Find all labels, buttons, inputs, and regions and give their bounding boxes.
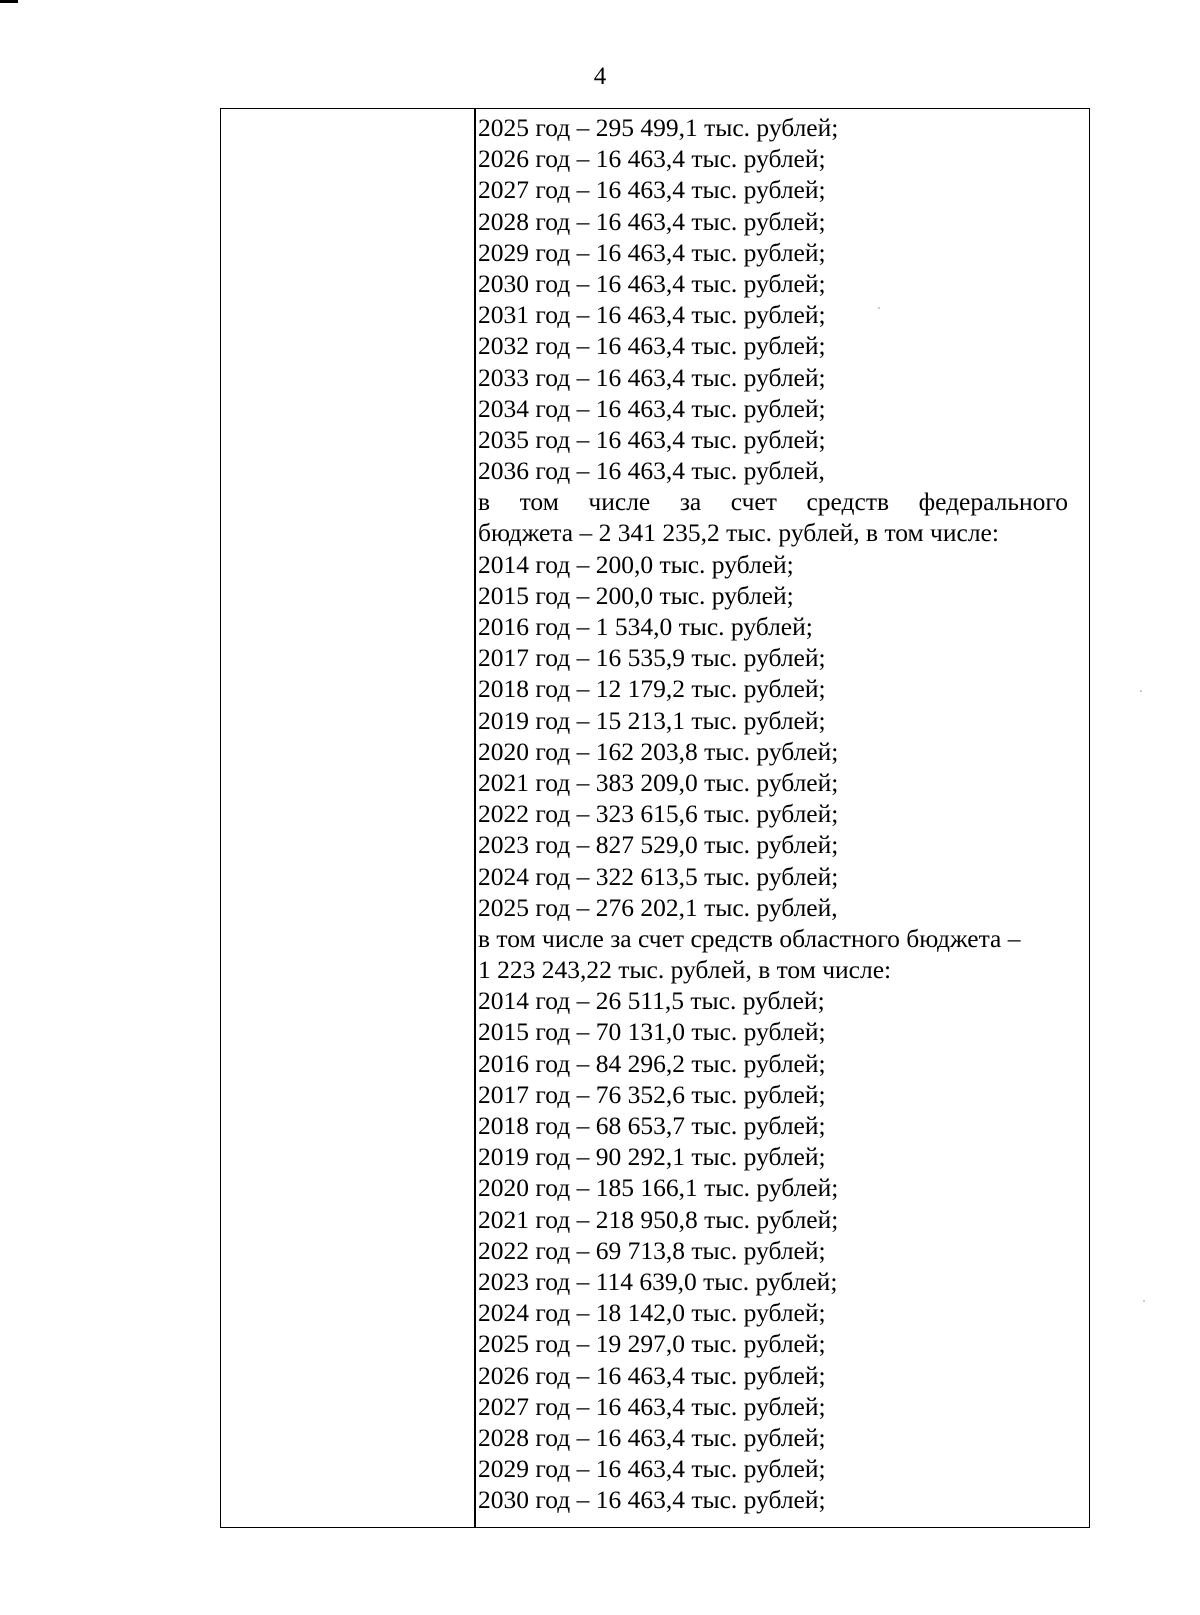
text-line: 2016 год – 1 534,0 тыс. рублей; xyxy=(478,612,813,641)
text-line: 2034 год – 16 463,4 тыс. рублей; xyxy=(478,393,826,423)
scan-edge-mark xyxy=(0,0,18,3)
text-line: 2021 год – 383 209,0 тыс. рублей; xyxy=(478,767,839,797)
scan-speck xyxy=(1140,690,1142,692)
text-line: 2015 год – 70 131,0 тыс. рублей; xyxy=(478,1017,826,1047)
text-line: 2036 год – 16 463,4 тыс. рублей, xyxy=(478,456,825,486)
table-right-cell xyxy=(478,112,1085,1515)
text-line: 2029 год – 16 463,4 тыс. рублей; xyxy=(478,1454,826,1484)
text-line-justified: в том числе за счет средств федерального xyxy=(478,487,1068,517)
text-line: 2025 год – 19 297,0 тыс. рублей; xyxy=(478,1329,826,1359)
text-line: 2019 год – 15 213,1 тыс. рублей; xyxy=(478,705,826,735)
text-line: 2017 год – 76 352,6 тыс. рублей; xyxy=(478,1079,826,1109)
text-line: 2028 год – 16 463,4 тыс. рублей; xyxy=(478,206,826,236)
text-line: 2021 год – 218 950,8 тыс. рублей; xyxy=(478,1204,839,1234)
scan-speck xyxy=(1143,1300,1145,1302)
text-line: 2029 год – 16 463,4 тыс. рублей; xyxy=(478,237,826,267)
text-line: 2022 год – 323 615,6 тыс. рублей; xyxy=(478,799,839,829)
scan-speck xyxy=(878,307,880,309)
text-line: 2019 год – 90 292,1 тыс. рублей; xyxy=(478,1142,826,1172)
text-line: 2018 год – 68 653,7 тыс. рублей; xyxy=(478,1111,826,1140)
text-line: 2031 год – 16 463,4 тыс. рублей; xyxy=(478,300,826,330)
text-line: 2026 год – 16 463,4 тыс. рублей; xyxy=(478,144,826,174)
text-line: 1 223 243,22 тыс. рублей, в том числе: xyxy=(478,955,892,985)
text-line: 2020 год – 185 166,1 тыс. рублей; xyxy=(478,1173,839,1203)
text-line: 2030 год – 16 463,4 тыс. рублей; xyxy=(478,1485,826,1515)
text-line: 2030 год – 16 463,4 тыс. рублей; xyxy=(478,268,826,298)
text-line: 2024 год – 18 142,0 тыс. рублей; xyxy=(478,1298,826,1328)
text-line: бюджета – 2 341 235,2 тыс. рублей, в том числе: xyxy=(478,518,999,548)
text-line: 2020 год – 162 203,8 тыс. рублей; xyxy=(478,736,839,766)
text-line: 2018 год – 12 179,2 тыс. рублей; xyxy=(478,674,826,704)
financing-table xyxy=(220,108,1090,1528)
table-left-cell-empty xyxy=(221,109,474,1527)
text-line: 2023 год – 114 639,0 тыс. рублей; xyxy=(478,1266,838,1296)
text-line: 2025 год – 295 499,1 тыс. рублей; xyxy=(478,113,839,142)
text-line: 2016 год – 84 296,2 тыс. рублей; xyxy=(478,1048,826,1078)
text-line: 2015 год – 200,0 тыс. рублей; xyxy=(478,580,794,610)
text-line: 2014 год – 200,0 тыс. рублей; xyxy=(478,549,794,579)
text-line: 2026 год – 16 463,4 тыс. рублей; xyxy=(478,1360,826,1390)
text-line: 2025 год – 276 202,1 тыс. рублей, xyxy=(478,892,838,922)
text-line: 2027 год – 16 463,4 тыс. рублей; xyxy=(478,175,826,205)
page-number: 4 xyxy=(593,63,607,90)
text-line: в том числе за счет средств областного бюджета – xyxy=(478,923,1021,953)
text-line: 2035 год – 16 463,4 тыс. рублей; xyxy=(478,424,826,454)
text-line: 2022 год – 69 713,8 тыс. рублей; xyxy=(478,1235,826,1265)
text-line: 2027 год – 16 463,4 тыс. рублей; xyxy=(478,1391,826,1421)
column-divider xyxy=(474,109,476,1527)
text-line: 2033 год – 16 463,4 тыс. рублей; xyxy=(478,362,826,392)
text-line: 2032 год – 16 463,4 тыс. рублей; xyxy=(478,331,826,361)
text-line: 2014 год – 26 511,5 тыс. рублей; xyxy=(478,986,825,1016)
text-line: 2017 год – 16 535,9 тыс. рублей; xyxy=(478,643,826,673)
text-line: 2028 год – 16 463,4 тыс. рублей; xyxy=(478,1422,826,1452)
text-line: 2023 год – 827 529,0 тыс. рублей; xyxy=(478,830,839,860)
text-line: 2024 год – 322 613,5 тыс. рублей; xyxy=(478,861,839,891)
